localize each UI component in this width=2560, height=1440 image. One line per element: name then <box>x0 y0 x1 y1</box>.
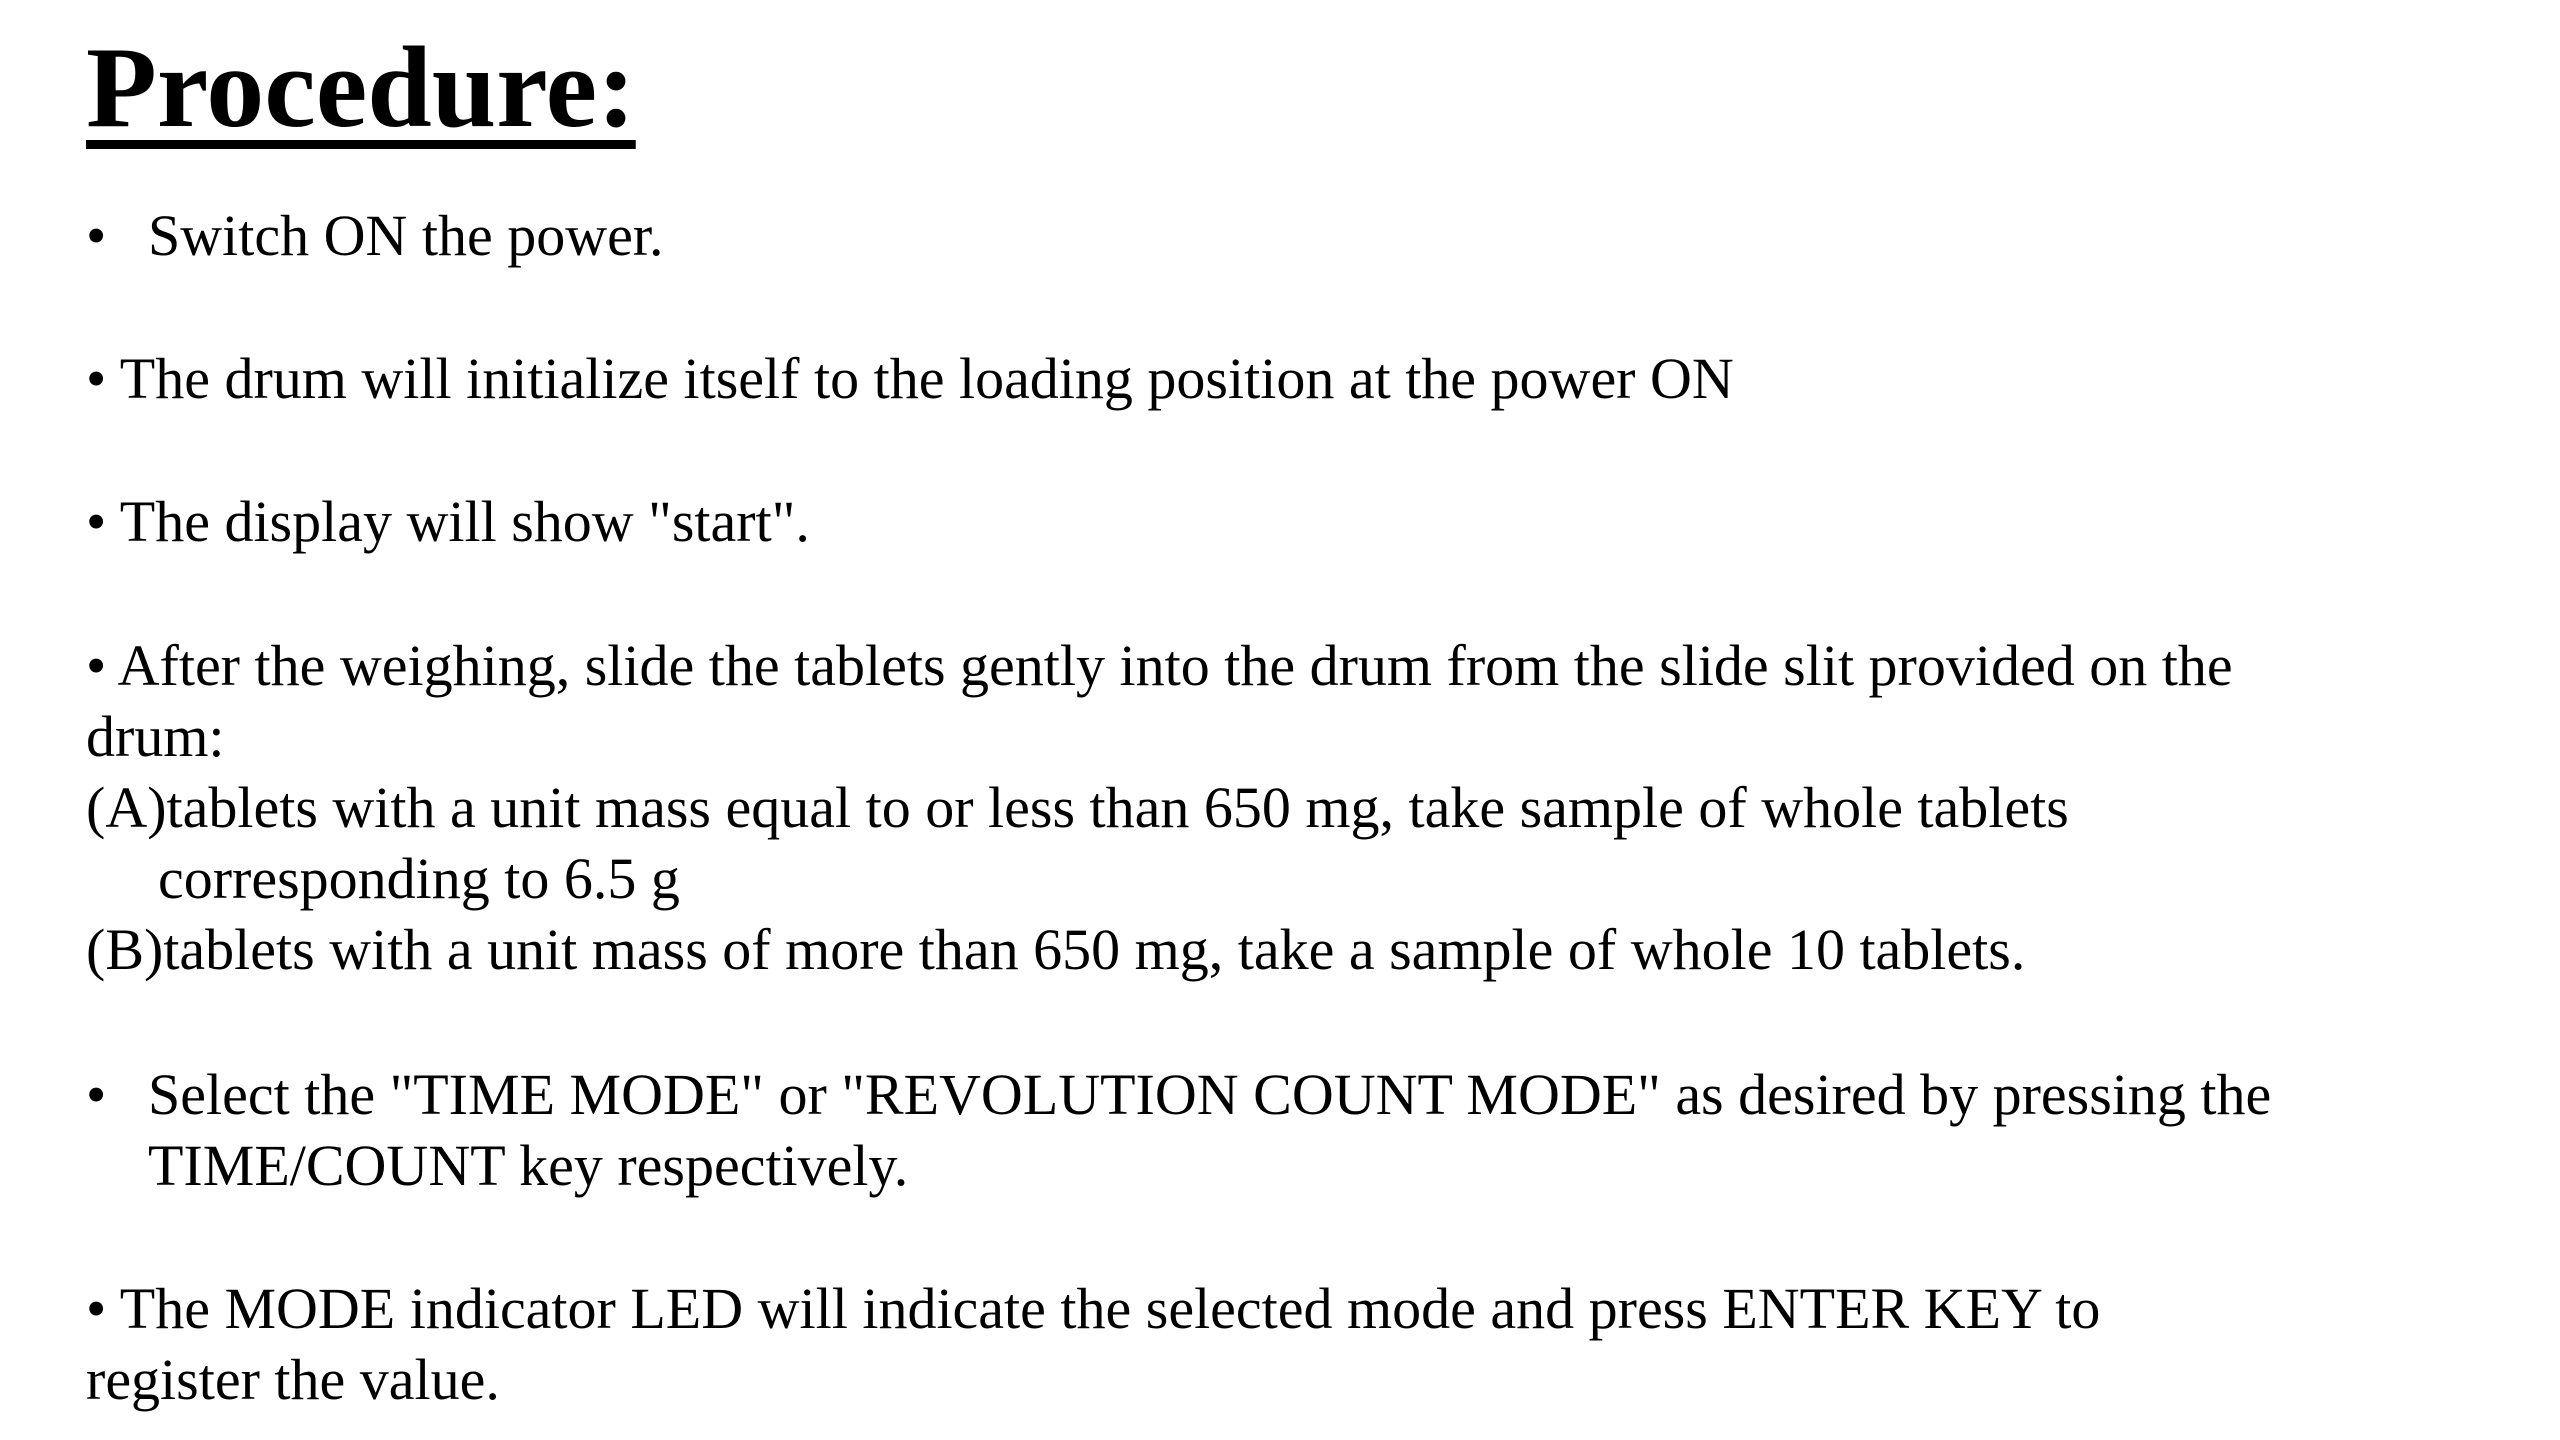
bullet-icon: • <box>86 1062 107 1127</box>
item-power-text: Switch ON the power. <box>148 203 664 268</box>
list-item-drum-init <box>86 343 1734 414</box>
bullet-icon: • <box>86 346 107 411</box>
item-mode-select-text-1: Select the "TIME MODE" or "REVOLUTION COUNT MODE" as desired by pressing the <box>148 1062 2272 1127</box>
item-weighing-text-2: drum: <box>86 704 225 769</box>
list-item-display <box>86 486 810 557</box>
item-mode-led-text-1: The MODE indicator LED will indicate the selected mode and press ENTER KEY to <box>119 1276 2101 1341</box>
item-weighing-text-1: After the weighing, slide the tablets gently into the drum from the slide slit provided on the <box>117 633 2233 698</box>
item-mode-led-text-2: register the value. <box>86 1347 500 1412</box>
list-item-mode-select <box>86 1059 106 1130</box>
item-drum-init-text: The drum will initialize itself to the loading position at the power ON <box>119 346 1734 411</box>
item-display-text: The display will show "start". <box>119 489 810 554</box>
bullet-icon: • <box>86 203 107 268</box>
bullet-icon: • <box>86 489 107 554</box>
item-case-a-text-2: corresponding to 6.5 g <box>158 846 680 911</box>
list-item-weighing <box>86 630 2233 701</box>
page-title: Procedure: <box>86 24 636 152</box>
item-mode-select-text-2: TIME/COUNT key respectively. <box>148 1133 909 1198</box>
bullet-icon: • <box>86 633 107 698</box>
bullet-icon: • <box>86 1276 107 1341</box>
item-case-b-text: (B)tablets with a unit mass of more than 650 mg, take a sample of whole 10 tablets. <box>86 917 2026 982</box>
list-item-power <box>86 200 106 271</box>
item-case-a-text-1: (A)tablets with a unit mass equal to or less than 650 mg, take sample of whole tablets <box>86 775 2069 840</box>
list-item-mode-led <box>86 1273 2100 1344</box>
